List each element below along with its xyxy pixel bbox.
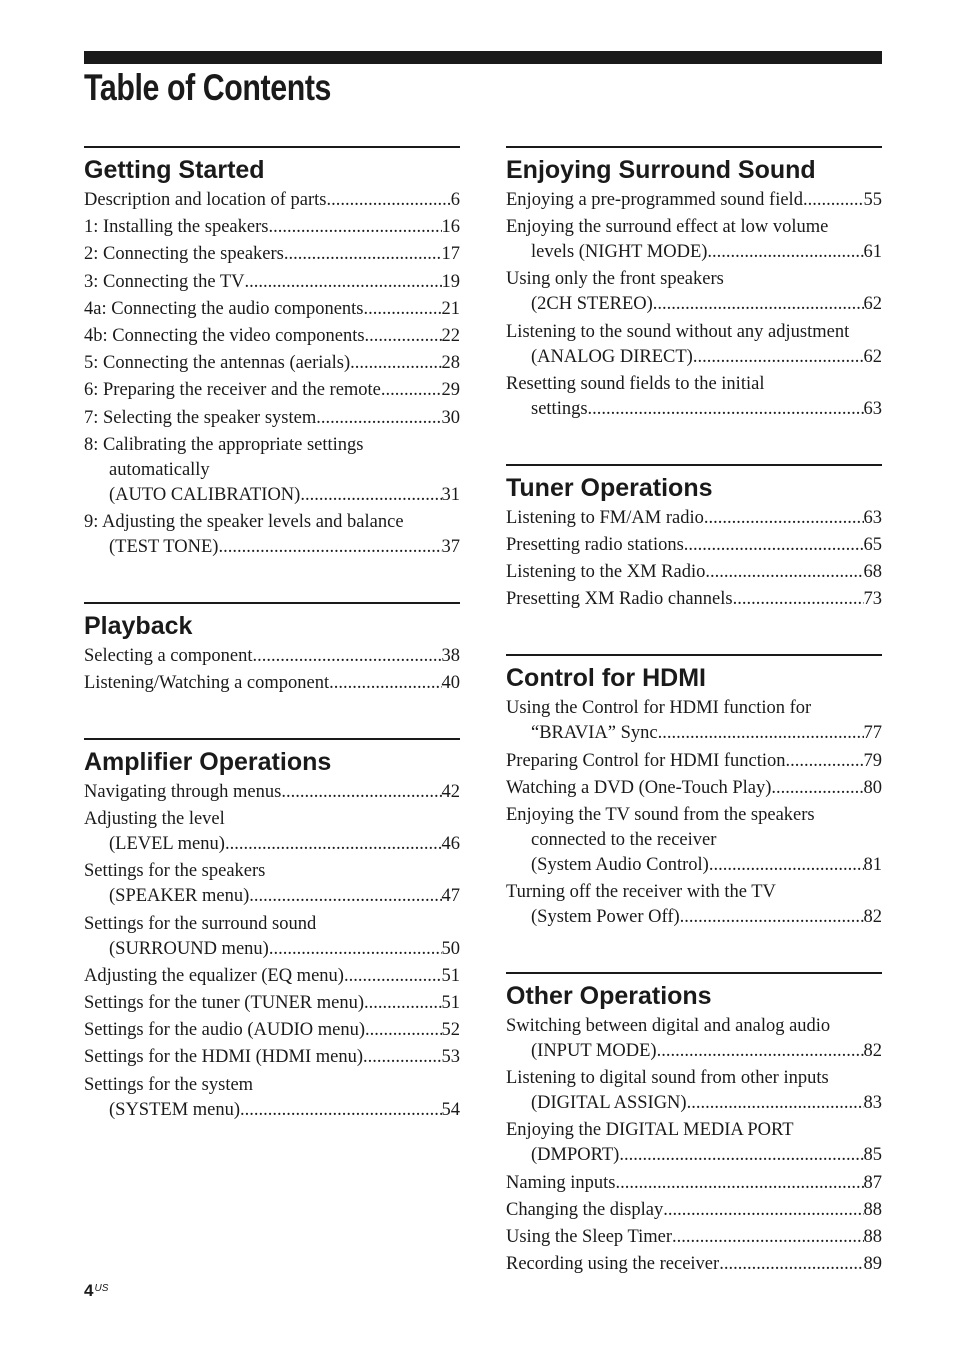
toc-entry[interactable] (506, 533, 882, 558)
toc-entry-last-line (506, 397, 882, 422)
toc-entry[interactable] (84, 378, 460, 403)
toc-entry-title: (SURROUND menu) (109, 938, 269, 959)
toc-page-number: 29 (441, 380, 460, 401)
toc-entry-title: (ANALOG DIRECT) (531, 346, 693, 367)
toc-entry-title: 4b: Connecting the video components (84, 325, 365, 346)
toc-page-number: 61 (863, 242, 882, 263)
toc-page-number: 63 (863, 398, 882, 419)
toc-entry[interactable] (84, 406, 460, 431)
toc-entry-title: Enjoying the TV sound from the speakers (506, 804, 815, 825)
toc-page-number: 17 (441, 244, 460, 265)
toc-entry[interactable] (506, 880, 882, 930)
toc-entry-title: 9: Adjusting the speaker levels and balance (84, 511, 404, 532)
toc-entry[interactable] (506, 1066, 882, 1116)
toc-entry-title: (AUTO CALIBRATION) (109, 484, 301, 505)
toc-entry-last-line (506, 721, 882, 746)
dot-leader (705, 560, 863, 585)
toc-entry-title: Adjusting the level (84, 809, 225, 830)
toc-entry-title: (DMPORT) (531, 1145, 620, 1166)
toc-entry[interactable] (84, 780, 460, 805)
toc-entry-title: Using the Control for HDMI function for (506, 698, 812, 719)
toc-page-number: 73 (863, 589, 882, 610)
dot-leader (284, 242, 442, 267)
toc-entry-title: Switching between digital and analog audio (506, 1016, 831, 1037)
toc-page-number: 62 (863, 294, 882, 315)
toc-entry[interactable] (506, 1014, 882, 1064)
toc-entry-title: Listening to FM/AM radio (506, 507, 704, 528)
page-number (84, 1280, 108, 1302)
toc-entry[interactable] (84, 991, 460, 1016)
toc-entry[interactable] (506, 1198, 882, 1223)
toc-entry[interactable] (506, 1252, 882, 1277)
toc-entry-last-line (84, 215, 460, 240)
toc-page-number: 42 (441, 782, 460, 803)
toc-entry-title: Turning off the receiver with the TV (506, 882, 776, 903)
page-title: Table of Contents (84, 67, 331, 108)
toc-entry-title: Naming inputs (506, 1172, 616, 1193)
toc-page-number: 22 (441, 325, 460, 346)
toc-entry-title: Changing the display (506, 1199, 664, 1220)
dot-leader (786, 749, 864, 774)
dot-leader (381, 378, 442, 403)
dot-leader (803, 188, 864, 213)
toc-entry-last-line (84, 1045, 460, 1070)
dot-leader (240, 1098, 441, 1123)
toc-entry-last-line (84, 644, 460, 669)
dot-leader (657, 1039, 864, 1064)
toc-entry-title: Settings for the system (84, 1074, 254, 1095)
toc-entry-title: Enjoying the DIGITAL MEDIA PORT (506, 1120, 794, 1141)
toc-page-number: 51 (441, 993, 460, 1013)
toc-entry-title: Enjoying the surround effect at low volume (506, 217, 829, 238)
toc-entry-title: Adjusting the equalizer (EQ menu) (84, 965, 344, 986)
toc-entry-last-line (84, 964, 460, 989)
dot-leader (693, 345, 864, 370)
toc-entry-title: 4a: Connecting the audio components (84, 298, 364, 319)
toc-page-number: 89 (863, 1254, 882, 1275)
toc-entry-title: 6: Preparing the receiver and the remote (84, 380, 381, 401)
dot-leader (225, 832, 442, 857)
toc-entry-last-line (506, 240, 882, 265)
dot-leader (663, 1198, 863, 1223)
dot-leader (253, 644, 442, 669)
toc-entry-last-line (84, 188, 460, 213)
toc-page-number: 16 (441, 217, 460, 238)
toc-page-number: 68 (863, 562, 882, 583)
dot-leader (363, 1045, 442, 1070)
toc-entry[interactable] (506, 320, 882, 370)
toc-entry-title: 5: Connecting the antennas (aerials) (84, 353, 351, 374)
toc-page-number: 46 (441, 834, 460, 855)
toc-entry-last-line (84, 242, 460, 267)
dot-leader (615, 1171, 863, 1196)
toc-entry-title: 1: Installing the speakers (84, 217, 269, 238)
toc-page-number: 80 (863, 777, 882, 798)
toc-entry-title: connected to the receiver (531, 829, 717, 850)
toc-entry-last-line (506, 188, 882, 213)
dot-leader (327, 188, 451, 213)
toc-page-number: 65 (863, 534, 882, 555)
toc-entry-title: (SPEAKER menu) (109, 886, 250, 907)
toc-entry-title: Watching a DVD (One-Touch Play) (506, 777, 772, 798)
toc-page-number: 83 (863, 1093, 882, 1114)
toc-entry-last-line (506, 905, 882, 930)
toc-page-number: 47 (441, 886, 460, 907)
toc-entry[interactable] (84, 1073, 460, 1123)
toc-page-number: 21 (441, 298, 460, 319)
title-rule (84, 51, 882, 64)
toc-entry-title: (System Power Off) (531, 907, 680, 928)
toc-section-enjoying-surround-sound (506, 146, 882, 422)
toc-section-getting-started (84, 146, 460, 560)
toc-entry-title: (DIGITAL ASSIGN) (531, 1093, 687, 1114)
dot-leader (704, 506, 864, 531)
toc-page-number: 85 (863, 1145, 882, 1166)
toc-page-number: 53 (441, 1047, 460, 1068)
toc-entry-last-line (84, 297, 460, 322)
toc-entry-last-line (506, 506, 882, 531)
toc-entry[interactable] (84, 351, 460, 376)
toc-entry-last-line (506, 1143, 882, 1168)
dot-leader (364, 991, 441, 1016)
toc-entry[interactable] (506, 749, 882, 774)
dot-leader (268, 215, 441, 240)
toc-page-number: 81 (863, 854, 882, 875)
toc-entry-title: (2CH STEREO) (531, 294, 653, 315)
dot-leader (680, 905, 864, 930)
toc-entry-title: 8: Calibrating the appropriate settings (84, 434, 364, 455)
toc-entry-last-line (84, 832, 460, 857)
toc-entry-title: 7: Selecting the speaker system (84, 407, 317, 428)
toc-entry[interactable] (84, 297, 460, 322)
dot-leader (350, 351, 441, 376)
toc-entry-last-line (506, 560, 882, 585)
dot-leader (300, 483, 441, 508)
toc-page-number: 6 (450, 190, 460, 210)
section-heading: Other Operations (506, 982, 712, 1011)
toc-entry-last-line (84, 535, 460, 560)
dot-leader (709, 853, 864, 878)
toc-entry[interactable] (506, 803, 882, 878)
toc-entry[interactable] (84, 1018, 460, 1043)
toc-entry-last-line (84, 884, 460, 909)
toc-entry-last-line (84, 324, 460, 349)
dot-leader (249, 884, 441, 909)
toc-entry-title: 3: Connecting the TV (84, 271, 245, 292)
toc-entry-title: Using only the front speakers (506, 269, 724, 290)
dot-leader (658, 721, 864, 746)
toc-page-number: 62 (863, 346, 882, 367)
toc-entry[interactable] (84, 510, 460, 560)
toc-entry[interactable] (84, 324, 460, 349)
toc-entry-last-line (84, 671, 460, 696)
toc-entry-last-line (506, 1198, 882, 1223)
toc-entry[interactable] (506, 215, 882, 265)
toc-entry-last-line (506, 776, 882, 801)
toc-entry-title: (TEST TONE) (109, 536, 219, 557)
section-heading: Amplifier Operations (84, 748, 332, 777)
dot-leader (218, 535, 441, 560)
toc-entry-last-line (84, 1098, 460, 1123)
toc-entry-title: Settings for the HDMI (HDMI menu) (84, 1047, 363, 1068)
dot-leader (707, 240, 863, 265)
dot-leader (365, 324, 442, 349)
toc-page-number: 82 (863, 907, 882, 928)
section-heading: Tuner Operations (506, 473, 713, 502)
section-heading: Playback (84, 611, 193, 640)
toc-entry-last-line (84, 780, 460, 805)
toc-entry-last-line (84, 270, 460, 295)
toc-entry[interactable] (506, 1171, 882, 1196)
toc-entry-title: automatically (109, 459, 210, 480)
toc-entry-last-line (506, 345, 882, 370)
toc-page-number: 19 (441, 271, 460, 292)
toc-entry-last-line (84, 937, 460, 962)
toc-entry-last-line (506, 292, 882, 317)
toc-entry[interactable] (506, 267, 882, 317)
dot-leader (316, 406, 441, 431)
page-region-code: US (94, 1283, 109, 1294)
toc-entry-title: Listening to digital sound from other inputs (506, 1068, 829, 1089)
toc-entry-last-line (84, 483, 460, 508)
dot-leader (653, 292, 864, 317)
dot-leader (281, 780, 441, 805)
toc-entry-title: Enjoying a pre-programmed sound field (506, 190, 803, 210)
toc-entry-title: Description and location of parts (84, 190, 327, 210)
toc-page-number: 87 (863, 1172, 882, 1193)
toc-entry[interactable] (84, 912, 460, 962)
dot-leader (672, 1225, 864, 1250)
toc-entry[interactable] (506, 372, 882, 422)
toc-entry[interactable] (84, 242, 460, 267)
toc-entry-last-line (84, 378, 460, 403)
toc-entry-last-line (84, 406, 460, 431)
toc-entry-title: Settings for the speakers (84, 861, 266, 882)
toc-entry[interactable] (84, 644, 460, 669)
dot-leader (588, 397, 864, 422)
toc-page-number: 51 (441, 965, 460, 986)
toc-page-number: 88 (863, 1199, 882, 1220)
toc-entry-title: Recording using the receiver (506, 1254, 720, 1275)
toc-entry[interactable] (506, 560, 882, 585)
toc-entry-title: “BRAVIA” Sync (531, 723, 658, 744)
dot-leader (687, 1091, 864, 1116)
dot-leader (329, 671, 441, 696)
toc-column-left (84, 146, 460, 1165)
toc-entry-title: (LEVEL menu) (109, 834, 225, 855)
toc-entry[interactable] (84, 859, 460, 909)
toc-entry[interactable] (506, 188, 882, 213)
toc-entry-last-line (506, 1039, 882, 1064)
toc-entry-last-line (84, 1018, 460, 1043)
toc-entry-title: Presetting XM Radio channels (506, 589, 733, 610)
toc-entry-last-line (506, 1252, 882, 1277)
toc-entry[interactable] (506, 587, 882, 612)
toc-entry-last-line (506, 587, 882, 612)
toc-entry[interactable] (84, 215, 460, 240)
toc-entry-title: Listening/Watching a component (84, 673, 330, 694)
dot-leader (719, 1252, 863, 1277)
dot-leader (365, 1018, 441, 1043)
toc-entry-last-line (506, 1091, 882, 1116)
dot-leader (269, 937, 442, 962)
toc-entry-title: settings (531, 398, 588, 419)
toc-entry-last-line (506, 533, 882, 558)
toc-page-number: 79 (863, 750, 882, 771)
section-heading: Enjoying Surround Sound (506, 156, 816, 184)
toc-entry-title: Navigating through menus (84, 782, 282, 803)
toc-entry[interactable] (84, 671, 460, 696)
toc-page-number: 40 (441, 673, 460, 694)
toc-entry-last-line (84, 991, 460, 1016)
toc-page-number: 37 (441, 536, 460, 557)
dot-leader (684, 533, 864, 558)
toc-entry-title: Resetting sound fields to the initial (506, 373, 765, 394)
dot-leader (244, 270, 441, 295)
toc-entry[interactable] (84, 1045, 460, 1070)
toc-entry-title: Settings for the surround sound (84, 913, 317, 934)
toc-entry-title: Settings for the audio (AUDIO menu) (84, 1020, 366, 1041)
toc-section-other-operations (506, 972, 882, 1277)
toc-entry[interactable] (506, 776, 882, 801)
toc-page-number: 88 (863, 1227, 882, 1247)
toc-entry[interactable] (506, 506, 882, 531)
toc-entry-last-line (506, 1171, 882, 1196)
toc-entry-title: Preparing Control for HDMI function (506, 750, 786, 771)
toc-page-number: 55 (863, 190, 882, 210)
toc-entry-title: Selecting a component (84, 645, 253, 666)
toc-page-number: 31 (441, 484, 460, 505)
toc-section-control-for-hdmi (506, 654, 882, 930)
toc-entry-title: Settings for the tuner (TUNER menu) (84, 993, 365, 1013)
section-heading: Control for HDMI (506, 664, 706, 693)
toc-entry[interactable] (506, 1118, 882, 1168)
toc-page-number: 63 (863, 507, 882, 528)
toc-page-number: 38 (441, 645, 460, 666)
toc-entry-title: 2: Connecting the speakers (84, 244, 284, 265)
toc-section-playback (84, 602, 460, 696)
section-heading: Getting Started (84, 156, 265, 184)
toc-entry-title: Listening to the sound without any adjustment (506, 321, 850, 342)
toc-entry-title: Using the Sleep Timer (506, 1227, 672, 1247)
toc-entry[interactable] (84, 433, 460, 508)
toc-entry-title: levels (NIGHT MODE) (531, 242, 708, 263)
toc-entry[interactable] (506, 696, 882, 746)
page-number-value: 4 (84, 1281, 94, 1300)
toc-page-number: 77 (863, 723, 882, 744)
toc-entry-title: (SYSTEM menu) (109, 1099, 241, 1120)
toc-entry-last-line (84, 351, 460, 376)
toc-entry[interactable] (84, 270, 460, 295)
toc-entry-last-line (506, 853, 882, 878)
toc-section-amplifier-operations (84, 738, 460, 1123)
toc-entry-title: (System Audio Control) (531, 854, 709, 875)
toc-entry-title: (INPUT MODE) (531, 1041, 657, 1062)
toc-entry[interactable] (84, 964, 460, 989)
toc-entry-last-line (506, 1225, 882, 1250)
toc-entry[interactable] (84, 807, 460, 857)
toc-page-number: 54 (441, 1099, 460, 1120)
toc-entry[interactable] (84, 188, 460, 213)
toc-page-number: 82 (863, 1041, 882, 1062)
toc-column-right (506, 146, 882, 1319)
toc-page-number: 28 (441, 353, 460, 374)
dot-leader (771, 776, 863, 801)
toc-page-number: 30 (441, 407, 460, 428)
dot-leader (733, 587, 864, 612)
dot-leader (364, 297, 442, 322)
toc-entry-title: Presetting radio stations (506, 534, 684, 555)
dot-leader (619, 1143, 863, 1168)
toc-entry-last-line (506, 749, 882, 774)
dot-leader (344, 964, 442, 989)
toc-page-number: 52 (441, 1020, 460, 1041)
toc-entry-title: Listening to the XM Radio (506, 562, 706, 583)
toc-section-tuner-operations (506, 464, 882, 613)
toc-entry[interactable] (506, 1225, 882, 1250)
toc-page-number: 50 (441, 938, 460, 959)
